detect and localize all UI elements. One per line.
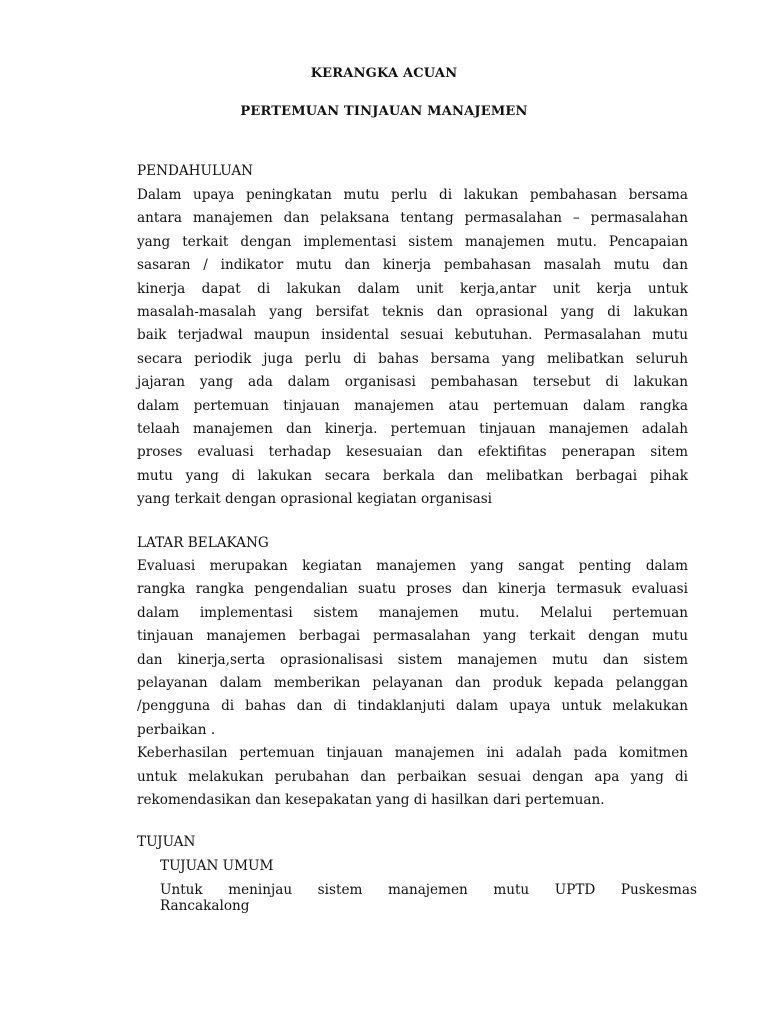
text-line: antara manajemen dan pelaksana tentang permasalahan – permasalahan bbox=[137, 210, 688, 227]
text-line: sasaran / indikator mutu dan kinerja pembahasan masalah mutu dan bbox=[137, 257, 688, 274]
text-line: perbaikan . bbox=[137, 721, 216, 738]
text-line: yang terkait dengan implementasi sistem manajemen mutu. Pencapaian bbox=[137, 233, 688, 250]
text-line: secara periodik juga perlu di bahas bersama yang melibatkan seluruh bbox=[137, 350, 688, 367]
text-line: Rancakalong bbox=[160, 898, 250, 914]
text-line: /pengguna di bahas dan di tindaklanjuti dalam upaya untuk melakukan bbox=[137, 698, 688, 715]
text-line: Dalam upaya peningkatan mutu perlu di lakukan pembahasan bersama bbox=[137, 187, 688, 203]
text-line: dalam pertemuan tinjauan manajemen atau pertemuan dalam rangka bbox=[137, 397, 688, 414]
text-line: telaah manajemen dan kinerja. pertemuan tinjauan manajemen adalah bbox=[137, 420, 688, 437]
text-line: jajaran yang ada dalam organisasi pembahasan tersebut di lakukan bbox=[137, 374, 688, 391]
paragraph-pendahuluan bbox=[137, 184, 688, 511]
text-line: Evaluasi merupakan kegiatan manajemen yang sangat penting dalam bbox=[137, 558, 688, 574]
text-line: rekomendasikan dan kesepakatan yang di hasilkan dari pertemuan. bbox=[137, 791, 605, 808]
subsection-heading-tujuan-umum: TUJUAN UMUM bbox=[160, 858, 274, 874]
text-line: rangka rangka pengendalian suatu proses dan kinerja termasuk evaluasi bbox=[137, 581, 688, 598]
text-line: mutu yang di lakukan secara berkala dan melibatkan berbagai pihak bbox=[137, 467, 688, 484]
text-line: Keberhasilan pertemuan tinjauan manajemen ini adalah pada komitmen bbox=[137, 745, 688, 762]
paragraph-tujuan-umum bbox=[160, 882, 697, 914]
text-line: masalah-masalah yang bersifat teknis dan oprasional yang di lakukan bbox=[137, 303, 688, 320]
section-heading-latar-belakang: LATAR BELAKANG bbox=[137, 535, 269, 551]
text-line: baik terjadwal maupun insidental sesuai kebutuhan. Permasalahan mutu bbox=[137, 327, 688, 344]
document-subtitle: PERTEMUAN TINJAUAN MANAJEMEN bbox=[240, 104, 528, 119]
section-heading-tujuan: TUJUAN bbox=[137, 834, 196, 850]
text-line: Untuk meninjau sistem manajemen mutu UPTD Puskesmas bbox=[160, 882, 697, 898]
subsection-tujuan-umum bbox=[160, 858, 697, 914]
paragraph-latar-belakang bbox=[137, 555, 688, 812]
text-line: yang terkait dengan oprasional kegiatan organisasi bbox=[137, 491, 493, 508]
text-line: kinerja dapat di lakukan dalam unit kerja,antar unit kerja untuk bbox=[137, 280, 688, 297]
text-line: untuk melakukan perubahan dan perbaikan sesuai dengan apa yang di bbox=[137, 768, 688, 785]
text-line: proses evaluasi terhadap kesesuaian dan efektifitas penerapan sitem bbox=[137, 444, 688, 461]
text-line: dalam implementasi sistem manajemen mutu. Melalui pertemuan bbox=[137, 604, 688, 621]
text-line: dan kinerja,serta oprasionalisasi sistem manajemen mutu dan sistem bbox=[137, 651, 688, 668]
document-title: KERANGKA ACUAN bbox=[310, 66, 458, 81]
text-line: pelayanan dalam memberikan pelayanan dan produk kepada pelanggan bbox=[137, 674, 688, 691]
section-heading-pendahuluan: PENDAHULUAN bbox=[137, 163, 254, 179]
text-line: tinjauan manajemen berbagai permasalahan yang terkait dengan mutu bbox=[137, 628, 688, 645]
